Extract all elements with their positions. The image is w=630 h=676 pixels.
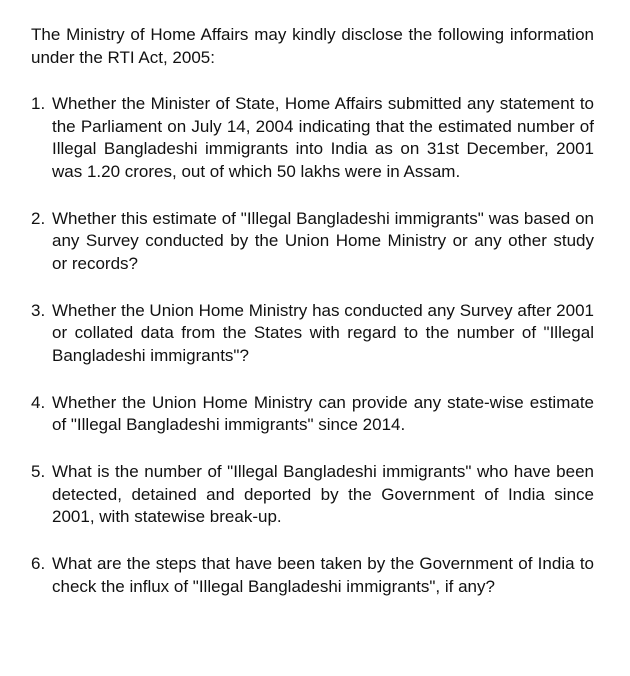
question-text: Whether the Union Home Ministry can provide any state-wise estimate of "Illegal Bangladeshi immigrants" since 2014. [52, 392, 594, 434]
question-text: What is the number of "Illegal Bangladeshi immigrants" who have been detected, detained and deported by the Government of India since 2001, with statewise break-up. [52, 462, 594, 526]
question-text: What are the steps that have been taken by the Government of India to check the influx of "Illegal Bangladeshi immigrants", if any? [52, 554, 594, 596]
question-item-5 [31, 461, 594, 529]
question-item-1 [31, 93, 594, 183]
question-number: 4. [31, 392, 46, 412]
question-item-3 [31, 300, 594, 368]
question-text: Whether the Minister of State, Home Affairs submitted any statement to the Parliament on July 14, 2004 indicating that the estimated number of Illegal Bangladeshi immigrants into India as on 31st December, 2001 was 1.20 crores, out of which 50 lakhs were in Assam. [52, 94, 594, 181]
question-number: 2. [31, 208, 46, 228]
question-number: 6. [31, 554, 46, 573]
intro-paragraph: The Ministry of Home Affairs may kindly disclose the following information under the RTI Act, 2005: [31, 25, 594, 67]
question-number: 1. [31, 94, 46, 113]
question-number: 3. [31, 300, 46, 320]
question-item-6 [31, 553, 594, 598]
question-item-4 [31, 392, 594, 437]
question-number: 5. [31, 462, 46, 481]
question-text: Whether this estimate of "Illegal Bangladeshi immigrants" was based on any Survey conducted by the Union Home Ministry or any other study or records? [52, 208, 594, 273]
question-list [31, 93, 594, 598]
question-text: Whether the Union Home Ministry has conducted any Survey after 2001 or collated data from the States with regard to the number of "Illegal Bangladeshi immigrants"? [52, 300, 594, 365]
question-item-2 [31, 208, 594, 276]
